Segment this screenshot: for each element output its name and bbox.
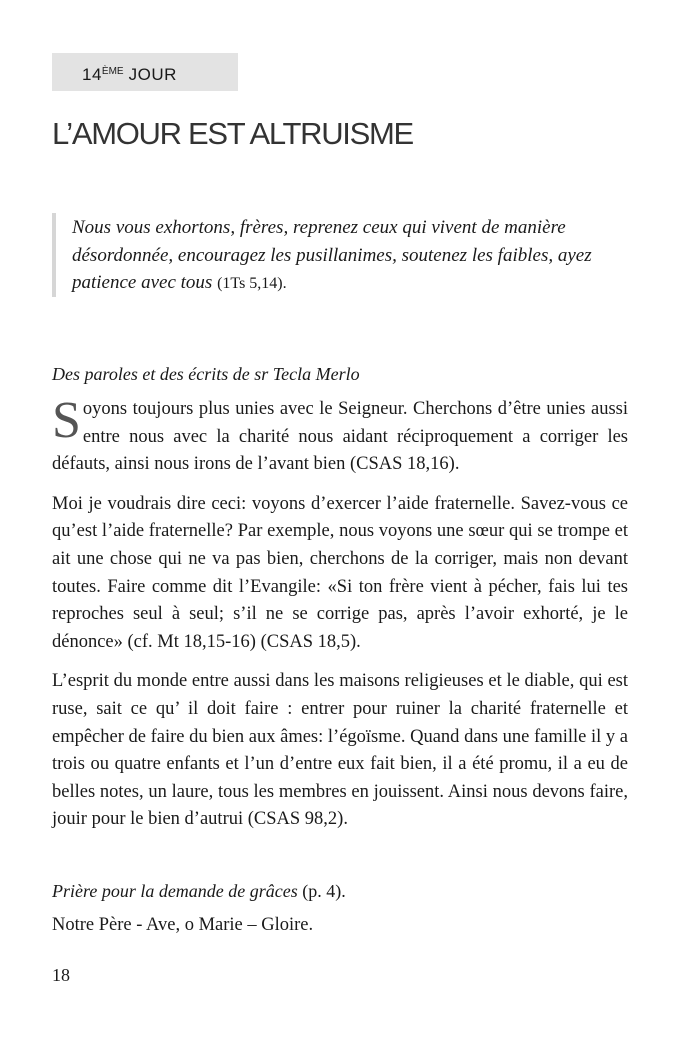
body-text xyxy=(52,392,628,846)
day-word: JOUR xyxy=(128,65,177,84)
paragraph-1 xyxy=(52,392,628,479)
paragraph-3: L’esprit du monde entre aussi dans les maisons religieuses et le diable, qui est ruse, sait ce qu’ il doit faire : entrer pour ruiner la charité fraternelle et empêcher de faire du bien aux âmes: l’égoïsme. Quand dans une famille il y a trois ou quatre enfants et l’un d’entre eux fait bien, il a été promu, il a eu de belles notes, un laure, tous les membres en jouissent. Ainsi nous devons faire, jouir pour le bien d’autrui (CSAS 98,2). xyxy=(52,671,628,830)
closing-line: Notre Père - Ave, o Marie – Gloire. xyxy=(52,915,314,935)
prayer-title: Prière pour la demande de grâces xyxy=(52,881,298,901)
page-title: L’AMOUR EST ALTRUISME xyxy=(52,116,413,151)
paragraph-1-text: oyons toujours plus unies avec le Seigneur. Cherchons d’être unies aussi entre nous avec la charité nous aidant réciproquement a corriger les défauts, ainsi nous irons de l’avant bien (CSAS 18,16). xyxy=(52,399,628,475)
quote-bar xyxy=(52,213,56,297)
quote-text: Nous vous exhortons, frères, reprenez ceux qui vivent de manière désordonnée, encouragez les pusillanimes, soutenez les faibles, ayez patience avec tous xyxy=(72,217,592,293)
drop-cap: S xyxy=(52,392,81,449)
day-label-box xyxy=(52,53,238,91)
quote-reference: (1Ts 5,14). xyxy=(217,275,287,292)
source-line: Des paroles et des écrits de sr Tecla Merlo xyxy=(52,364,360,384)
paragraph-2: Moi je voudrais dire ceci: voyons d’exercer l’aide fraternelle. Savez-vous ce qu’est l’aide fraternelle? Par exemple, nous voyons une sœur qui se trompe et ait une chose qui ne va pas bien, cherchons de la corriger, mais non devant toutes. Faire comme dit l’Evangile: «Si ton frère vient à pécher, fais lui tes reproches seul à seul; s’il ne se corrige pas, après l’avoir exhorté, je le dénonce» (cf. Mt 18,15-16) (CSAS 18,5). xyxy=(52,493,628,652)
day-number: 14 xyxy=(82,65,102,84)
prayer-ref: (p. 4). xyxy=(297,881,346,901)
scripture-quote xyxy=(72,214,592,298)
day-suffix: ÈME xyxy=(101,66,124,77)
prayer-line xyxy=(52,881,346,902)
page-number: 18 xyxy=(52,965,70,985)
